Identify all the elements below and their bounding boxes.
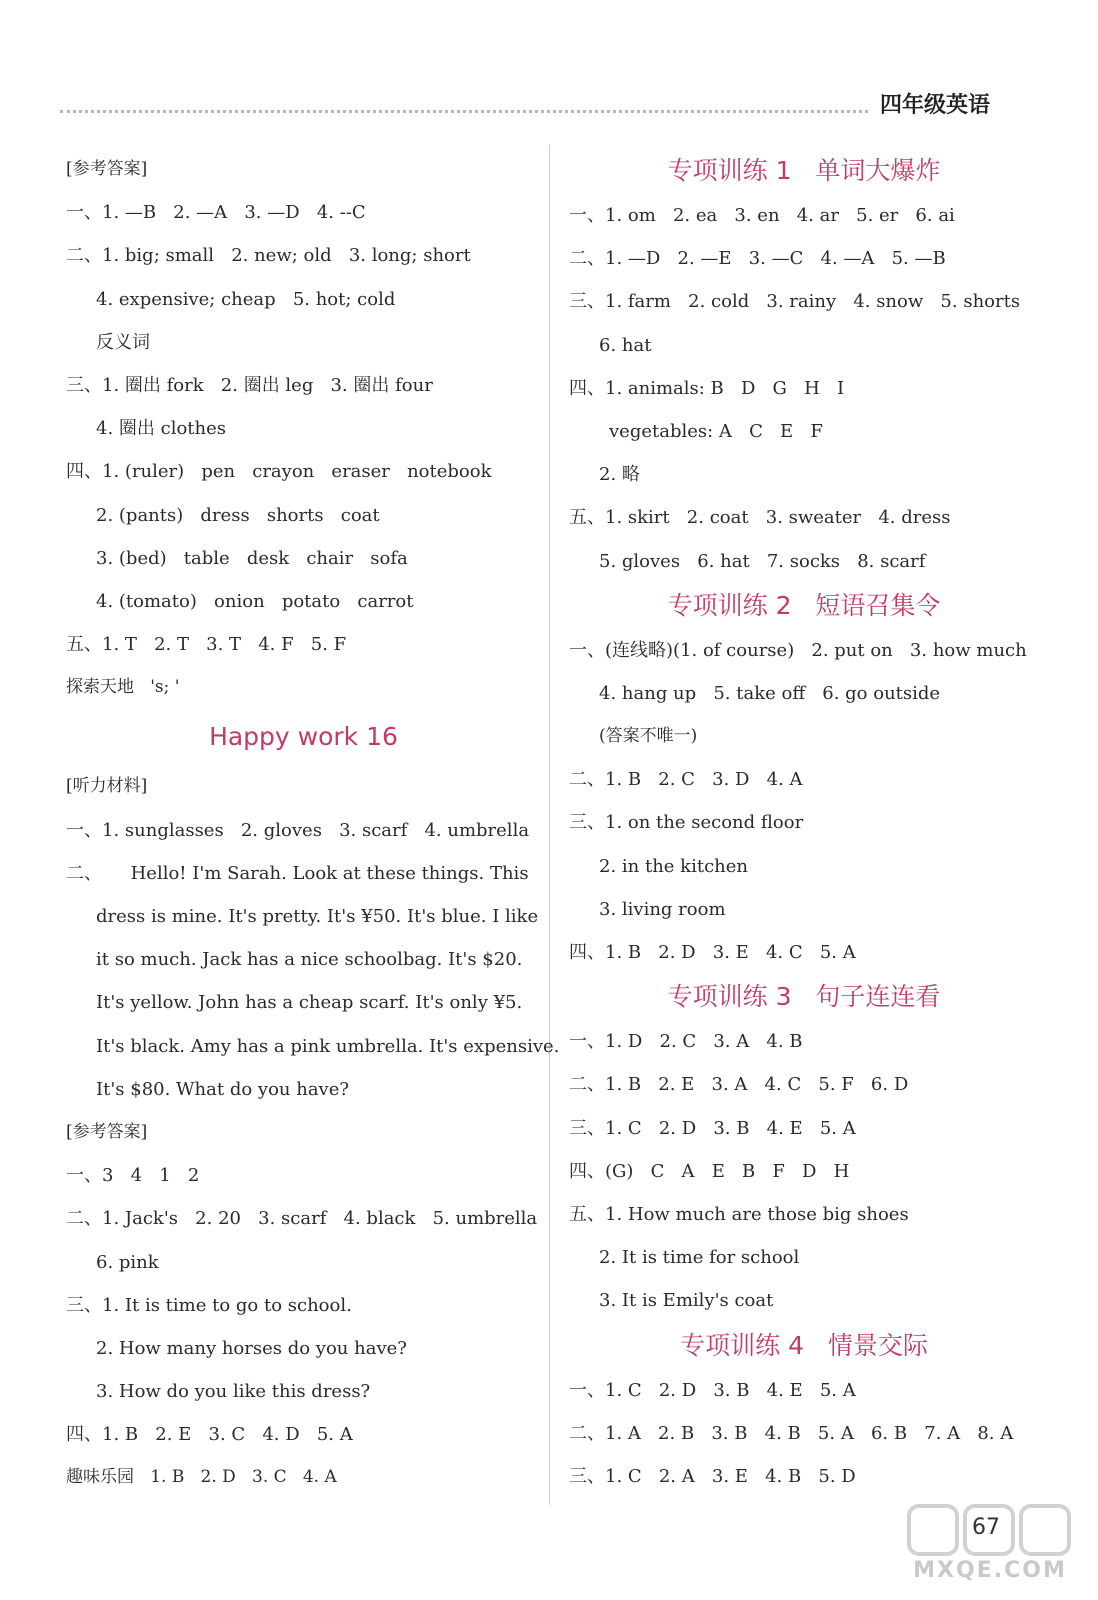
answer-line: 四、1. (ruler) pen crayon eraser notebook xyxy=(66,461,492,483)
answer-line: 一、3 4 1 2 xyxy=(66,1165,200,1187)
watermark-text: MXQE.COM xyxy=(913,1558,1067,1583)
answer-line: 2. How many horses do you have? xyxy=(96,1337,407,1359)
answer-line: 三、1. 圈出 fork 2. 圈出 leg 3. 圈出 four xyxy=(66,374,433,396)
answer-line: 一、1. D 2. C 3. A 4. B xyxy=(569,1031,803,1053)
answer-line: 五、1. skirt 2. coat 3. sweater 4. dress xyxy=(569,507,951,529)
header-dotted-rule xyxy=(60,110,868,113)
answer-line: 5. gloves 6. hat 7. socks 8. scarf xyxy=(599,550,926,572)
left-column xyxy=(66,148,560,1500)
answer-line: (答案不唯一) xyxy=(599,726,698,747)
answer-line: vegetables: A C E F xyxy=(609,420,823,442)
answer-line: 三、1. It is time to go to school. xyxy=(66,1294,352,1316)
page-number: 67 xyxy=(972,1515,1000,1540)
answer-line: 2. in the kitchen xyxy=(599,855,748,877)
answer-line: 2. (pants) dress shorts coat xyxy=(96,504,380,526)
page-header-title: 四年级英语 xyxy=(880,93,991,118)
listening-text-line: It's $80. What do you have? xyxy=(96,1078,350,1100)
answer-line: 二、1. Jack's 2. 20 3. scarf 4. black 5. umbrella xyxy=(66,1208,538,1230)
answer-line: 3. (bed) table desk chair sofa xyxy=(96,547,408,569)
answer-line: 二、1. B 2. C 3. D 4. A xyxy=(569,769,803,791)
section-title-special-1: 专项训练 1 单词大爆炸 xyxy=(667,156,941,185)
answer-line: 一、1. —B 2. —A 3. —D 4. --C xyxy=(66,202,366,224)
answer-line: 五、1. How much are those big shoes xyxy=(569,1203,909,1225)
listening-text-line: It's yellow. John has a cheap scarf. It's only ¥5. xyxy=(96,992,523,1014)
answer-line: 6. hat xyxy=(599,334,652,356)
answer-line: 2. 略 xyxy=(599,464,640,486)
answer-line: 一、1. om 2. ea 3. en 4. ar 5. er 6. ai xyxy=(569,205,955,226)
section-title-special-3: 专项训练 3 句子连连看 xyxy=(667,982,941,1012)
answer-line: 二、1. A 2. B 3. B 4. B 5. A 6. B 7. A 8. A xyxy=(569,1422,1014,1444)
listening-text-line: 二、 Hello! I'm Sarah. Look at these things. This xyxy=(66,862,529,884)
answer-line: 反义词 xyxy=(96,331,150,353)
listening-text-line: It's black. Amy has a pink umbrella. It's expensive. xyxy=(96,1035,560,1057)
answer-line: 四、1. B 2. E 3. C 4. D 5. A xyxy=(66,1424,353,1446)
answer-line: 一、1. C 2. D 3. B 4. E 5. A xyxy=(569,1379,856,1401)
answer-line: 趣味乐园 1. B 2. D 3. C 4. A xyxy=(66,1467,337,1488)
answer-line: 二、1. —D 2. —E 3. —C 4. —A 5. —B xyxy=(569,248,946,270)
answer-line: 四、1. B 2. D 3. E 4. C 5. A xyxy=(569,942,856,963)
answer-line: 三、1. farm 2. cold 3. rainy 4. snow 5. shorts xyxy=(569,291,1021,313)
section-bracket-answers: [参考答案] xyxy=(66,1121,148,1142)
answer-line: 四、(G) C A E B F D H xyxy=(569,1160,850,1182)
watermark-logo xyxy=(905,1500,1075,1592)
answer-line: 探索天地 's; ' xyxy=(66,677,180,698)
answer-line: 三、1. C 2. D 3. B 4. E 5. A xyxy=(569,1117,856,1139)
answer-line: 一、(连线略)(1. of course) 2. put on 3. how much xyxy=(569,639,1027,661)
answer-line: 6. pink xyxy=(96,1251,159,1273)
right-column xyxy=(569,148,1039,1498)
answer-line: 二、1. big; small 2. new; old 3. long; short xyxy=(66,245,471,267)
answer-line: 4. 圈出 clothes xyxy=(96,418,227,440)
answer-line: 四、1. animals: B D G H I xyxy=(569,377,845,399)
answer-line: 一、1. sunglasses 2. gloves 3. scarf 4. umbrella xyxy=(66,819,530,841)
answer-line: 2. It is time for school xyxy=(599,1247,800,1269)
answer-line: 三、1. on the second floor xyxy=(569,812,804,834)
answer-line: 4. expensive; cheap 5. hot; cold xyxy=(96,288,396,310)
section-bracket-answers: [参考答案] xyxy=(66,159,148,179)
answer-line: 三、1. C 2. A 3. E 4. B 5. D xyxy=(569,1465,856,1487)
answer-line: 4. (tomato) onion potato carrot xyxy=(96,590,414,612)
section-title-special-2: 专项训练 2 短语召集令 xyxy=(667,590,941,620)
answer-line: 五、1. T 2. T 3. T 4. F 5. F xyxy=(66,634,347,656)
answer-line: 二、1. B 2. E 3. A 4. C 5. F 6. D xyxy=(569,1074,909,1096)
listening-text-line: it so much. Jack has a nice schoolbag. It's $20. xyxy=(96,949,523,971)
answer-line: 3. How do you like this dress? xyxy=(96,1381,371,1403)
answer-line: 3. It is Emily's coat xyxy=(599,1290,774,1312)
listening-text-line: dress is mine. It's pretty. It's ¥50. It's blue. I like xyxy=(96,906,539,927)
answer-line: 4. hang up 5. take off 6. go outside xyxy=(599,682,941,704)
section-title-special-4: 专项训练 4 情景交际 xyxy=(680,1330,928,1360)
column-divider xyxy=(549,145,550,1505)
section-title-happy-work-16: Happy work 16 xyxy=(209,722,398,752)
section-bracket-listening: [听力材料] xyxy=(66,776,148,797)
answer-line: 3. living room xyxy=(599,898,726,920)
